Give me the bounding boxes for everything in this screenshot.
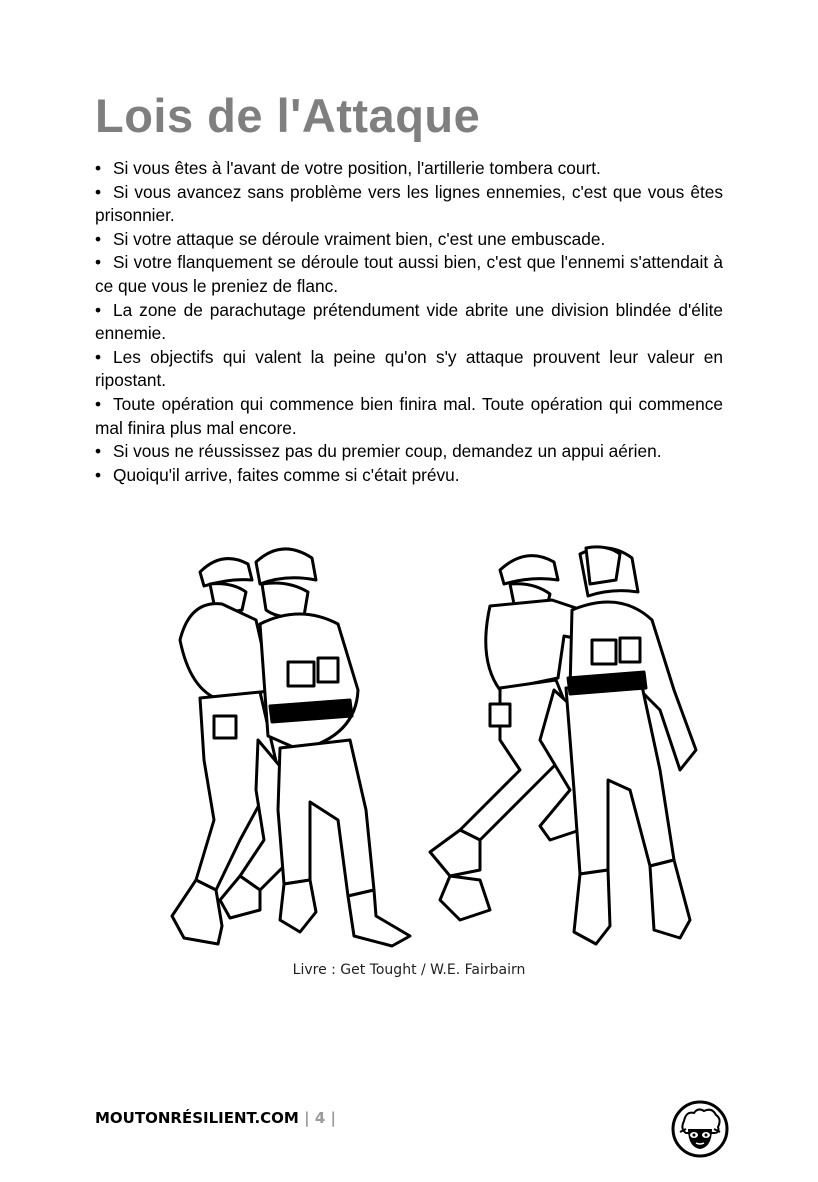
list-item-text: Si votre flanquement se déroule tout aussi bien, c'est que l'ennemi s'attendait à ce que vous le preniez de flanc. bbox=[95, 252, 723, 296]
list-item-text: Si vous êtes à l'avant de votre position, l'artillerie tombera court. bbox=[113, 158, 601, 178]
bullet-icon: • bbox=[95, 158, 102, 178]
page-number: 4 bbox=[314, 1109, 326, 1127]
footer bbox=[95, 1109, 336, 1127]
list-item-text: Si vous ne réussissez pas du premier coup, demandez un appui aérien. bbox=[113, 441, 662, 462]
bullet-icon: • bbox=[95, 393, 102, 414]
bullet-icon: • bbox=[95, 181, 102, 202]
list-item bbox=[95, 228, 723, 252]
soldier-figure bbox=[566, 547, 696, 944]
sheep-logo-icon bbox=[670, 1099, 730, 1159]
list-item-text: Les objectifs qui valent la peine qu'on s'y attaque prouvent leur valeur en ripostant. bbox=[95, 346, 723, 391]
bullet-icon: • bbox=[95, 441, 102, 462]
bullet-icon: • bbox=[95, 252, 102, 273]
list-item bbox=[95, 346, 723, 393]
soldiers-illustration bbox=[160, 540, 705, 960]
list-item bbox=[95, 157, 723, 181]
list-item-text: Si vous avancez sans problème vers les lignes ennemies, c'est que vous êtes prisonnier. bbox=[95, 181, 723, 226]
bullet-icon: • bbox=[95, 228, 102, 249]
bullet-icon: • bbox=[95, 346, 102, 367]
list-item bbox=[95, 181, 723, 228]
footer-separator: | bbox=[330, 1109, 336, 1127]
page-title: Lois de l'Attaque bbox=[95, 89, 481, 142]
list-item-text: Si votre attaque se déroule vraiment bien, c'est une embuscade. bbox=[113, 228, 606, 249]
soldier-figure bbox=[256, 549, 410, 946]
image-caption: Livre : Get Tought / W.E. Fairbairn bbox=[292, 962, 526, 978]
footer-separator: | bbox=[304, 1109, 310, 1127]
list-item bbox=[95, 299, 723, 346]
laws-list bbox=[95, 157, 723, 487]
list-item bbox=[95, 393, 723, 440]
bullet-icon: • bbox=[95, 464, 102, 485]
list-item bbox=[95, 251, 723, 298]
list-item-text: La zone de parachutage prétendument vide abrite une division blindée d'élite ennemie. bbox=[95, 299, 723, 344]
list-item-text: Quoiqu'il arrive, faites comme si c'était prévu. bbox=[113, 464, 460, 485]
list-item bbox=[95, 464, 723, 488]
footer-site: MOUTONRÉSILIENT.COM bbox=[95, 1109, 299, 1127]
bullet-icon: • bbox=[95, 299, 102, 320]
list-item bbox=[95, 440, 723, 464]
list-item-text: Toute opération qui commence bien finira mal. Toute opération qui commence mal finira plus mal encore. bbox=[95, 393, 723, 438]
